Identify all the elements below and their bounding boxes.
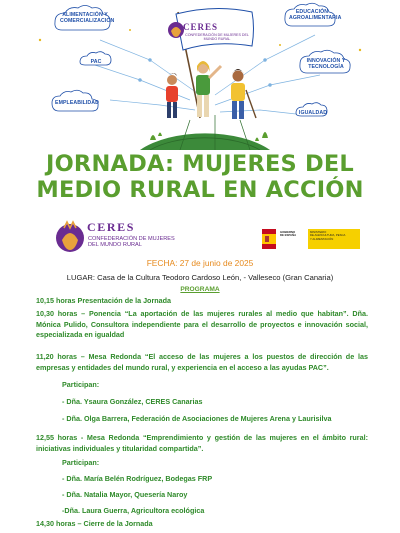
participant-4b: - Dña. Natalia Mayor, Quesería Naroy — [62, 490, 188, 499]
program-item-4-participant-a — [62, 474, 362, 485]
program-heading: PROGRAMA — [180, 286, 220, 293]
title-line-1: JORNADA: MUJERES DEL — [46, 151, 354, 177]
program-item-1 — [36, 296, 368, 307]
gov-line-1: GOBIERNO — [280, 230, 296, 234]
program-item-3-participant-a — [62, 397, 362, 408]
program-item-3-participan — [62, 380, 362, 391]
participan-label-1: Participan: — [62, 380, 100, 389]
program-item-5 — [36, 519, 368, 530]
program-item-1-text: 10,15 horas Presentación de la Jornada — [36, 296, 172, 305]
ministry-line-3: Y ALIMENTACIÓN — [310, 236, 334, 241]
title-line-2: MEDIO RURAL EN ACCIÓN — [36, 177, 364, 203]
participant-3a: - Dña. Ysaura González, CERES Canarias — [62, 397, 203, 406]
program-item-4-participant-c — [62, 506, 362, 517]
ministry-line-1: MINISTERIO — [310, 230, 327, 234]
flag-ceres-title: CERES — [183, 22, 219, 32]
ceres-logo — [55, 218, 195, 262]
ceres-sub-line-2: DEL MUNDO RURAL — [88, 242, 142, 249]
program-item-4-text: 12,55 horas - Mesa Redonda “Emprendimiento y gestión de las mujeres en el ámbito rural: iniciativas individuales y titularidad compartida”. — [36, 433, 368, 453]
cloud-educacion: EDUCACIÓN AGROALIMENTARIA — [289, 9, 342, 21]
program-item-4-participan — [62, 458, 362, 469]
program-item-4 — [36, 433, 368, 454]
program-item-5-text: 14,30 horas – Cierre de la Jornada — [36, 519, 153, 528]
participant-3b: - Dña. Olga Barrera, Federación de Asociaciones de Mujeres Arena y Laurisilva — [62, 414, 332, 423]
event-date: FECHA: 27 de junio de 2025 — [146, 258, 254, 268]
ministry-label — [310, 231, 345, 241]
cloud-innovacion: INNOVACIÓN Y TECNOLOGÍA — [306, 58, 346, 70]
gov-line-2: DE ESPAÑA — [280, 233, 297, 238]
page-title — [0, 151, 400, 203]
cloud-alimentacion: ALIMENTACIÓN Y COMERCIALIZACIÓN — [60, 12, 115, 24]
program-item-4-participant-b — [62, 490, 362, 501]
ceres-sub-line-1: CONFEDERACIÓN DE MUJERES — [88, 236, 175, 242]
hero-illustration — [0, 0, 400, 150]
gov-label — [280, 231, 296, 238]
program-item-2 — [36, 309, 368, 341]
cloud-pac: PAC — [90, 59, 102, 65]
ceres-logo-name: CERES — [87, 220, 136, 234]
program-item-3-text: 11,20 horas – Mesa Redonda “El acceso de las mujeres a los puestos de dirección de las empresas y entidades del mundo rural, y experiencia en el acceso a las ayudas PAC”. — [36, 352, 368, 372]
program-item-3-participant-b — [62, 414, 362, 425]
event-location: LUGAR: Casa de la Cultura Teodoro Cardoso León, - Valleseco (Gran Canaria) — [66, 273, 334, 282]
ministry-line-2: DE AGRICULTURA, PESCA — [310, 233, 346, 238]
participan-label-2: Participan: — [62, 458, 100, 467]
participant-4c: -Dña. Laura Guerra, Agricultora ecológica — [62, 506, 205, 515]
program-item-3 — [36, 352, 368, 373]
ministry-logo — [262, 226, 360, 252]
flag-ceres-subtitle: CONFEDERACIÓN DE MUJERES DEL MUNDO RURAL — [185, 33, 249, 42]
participant-4a: - Dña. María Belén Rodríguez, Bodegas FRP — [62, 474, 213, 483]
cloud-empleabilidad: EMPLEABILIDAD — [55, 100, 99, 106]
program-item-2-text: 10,30 horas – Ponencia “La aportación de las mujeres rurales al medio que habitan”. Dña. Mónica Pulido, Consultora independiente para el desarrollo de proyectos e innovación social, especializada en igualdad — [36, 309, 368, 340]
ceres-emblem-icon — [55, 218, 85, 258]
ceres-logo-subtitle — [88, 236, 175, 249]
cloud-igualdad: IGUALDAD — [298, 110, 328, 116]
